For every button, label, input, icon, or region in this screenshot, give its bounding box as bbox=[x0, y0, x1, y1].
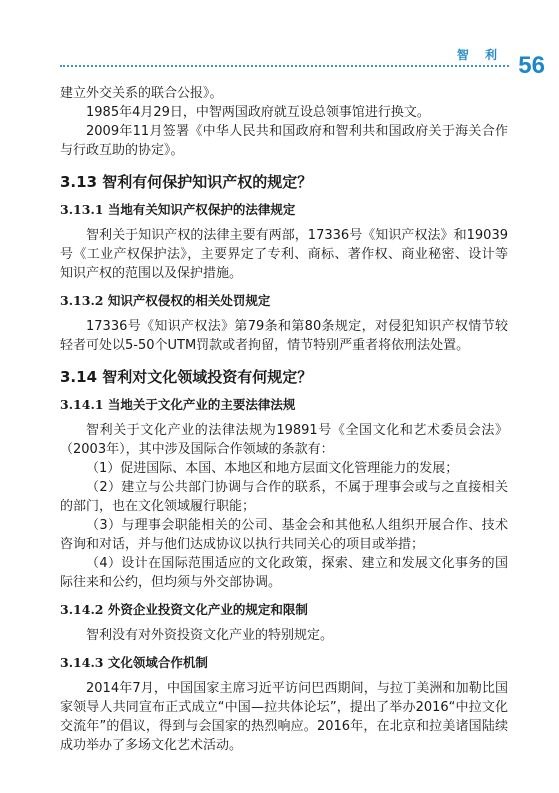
paragraph: 智利关于知识产权的法律主要有两部，17336号《知识产权法》和19039号《工业产权保护法》，主要界定了专利、商标、著作权、商业秘密、设计等知识产权的范围以及保护措施。 bbox=[60, 228, 508, 281]
paragraph: 建立外交关系的联合公报》。 bbox=[60, 86, 223, 101]
paragraph: 2014年7月，中国国家主席习近平访问巴西期间，与拉丁美洲和加勒比国家领导人共同宣布正式成立“中国—拉共体论坛”，提出了举办2016“中拉文化交流年”的倡议，得到与会国家的热烈响应。2016年，在北京和拉美诸国陆续成功举办了多场文化艺术活动。 bbox=[60, 681, 508, 753]
subsection-heading: 3.14.2 外资企业投资文化产业的规定和限制 bbox=[60, 602, 308, 617]
page-number: 56 bbox=[518, 52, 545, 79]
paragraph: （2）建立与公共部门协调与合作的联系，不属于理事会或与之直接相关的部门，也在文化领域履行职能； bbox=[60, 480, 508, 514]
subsection-heading: 3.13.1 当地有关知识产权保护的法律规定 bbox=[60, 202, 296, 217]
header-rule bbox=[60, 65, 509, 67]
section-heading: 3.14 智利对文化领域投资有何规定？ bbox=[60, 368, 313, 386]
paragraph: 2009年11月签署《中华人民共和国政府和智利共和国政府关于海关合作与行政互助的协定》。 bbox=[60, 124, 508, 158]
paragraph: 智利没有对外资投资文化产业的特别规定。 bbox=[86, 628, 334, 643]
subsection-heading: 3.14.3 文化领域合作机制 bbox=[60, 655, 208, 670]
paragraph: 17336号《知识产权法》第79条和第80条规定，对侵犯知识产权情节较轻者可处以5-50个UTM罚款或者拘留，情节特别严重者将依刑法处置。 bbox=[60, 319, 508, 353]
subsection-heading: 3.13.2 知识产权侵权的相关处罚规定 bbox=[60, 293, 271, 308]
body-text bbox=[60, 84, 508, 755]
chapter-label: 智 利 bbox=[456, 48, 503, 62]
paragraph: （3）与理事会职能相关的公司、基金会和其他私人组织开展合作、技术咨询和对话，并与他们达成协议以执行共同关心的项目或举措； bbox=[60, 518, 508, 552]
section-heading: 3.13 智利有何保护知识产权的规定？ bbox=[60, 173, 313, 191]
paragraph: （1）促进国际、本国、本地区和地方层面文化管理能力的发展； bbox=[86, 461, 459, 476]
running-header bbox=[0, 0, 559, 80]
paragraph: 智利关于文化产业的法律法规为19891号《全国文化和艺术委员会法》（2003年），其中涉及国际合作领域的条款有： bbox=[60, 423, 508, 457]
subsection-heading: 3.14.1 当地关于文化产业的主要法律法规 bbox=[60, 397, 296, 412]
paragraph: （4）设计在国际范围适应的文化政策，探索、建立和发展文化事务的国际往来和公约，但均须与外交部协调。 bbox=[60, 556, 508, 590]
paragraph: 1985年4月29日，中智两国政府就互设总领事馆进行换文。 bbox=[86, 105, 430, 120]
